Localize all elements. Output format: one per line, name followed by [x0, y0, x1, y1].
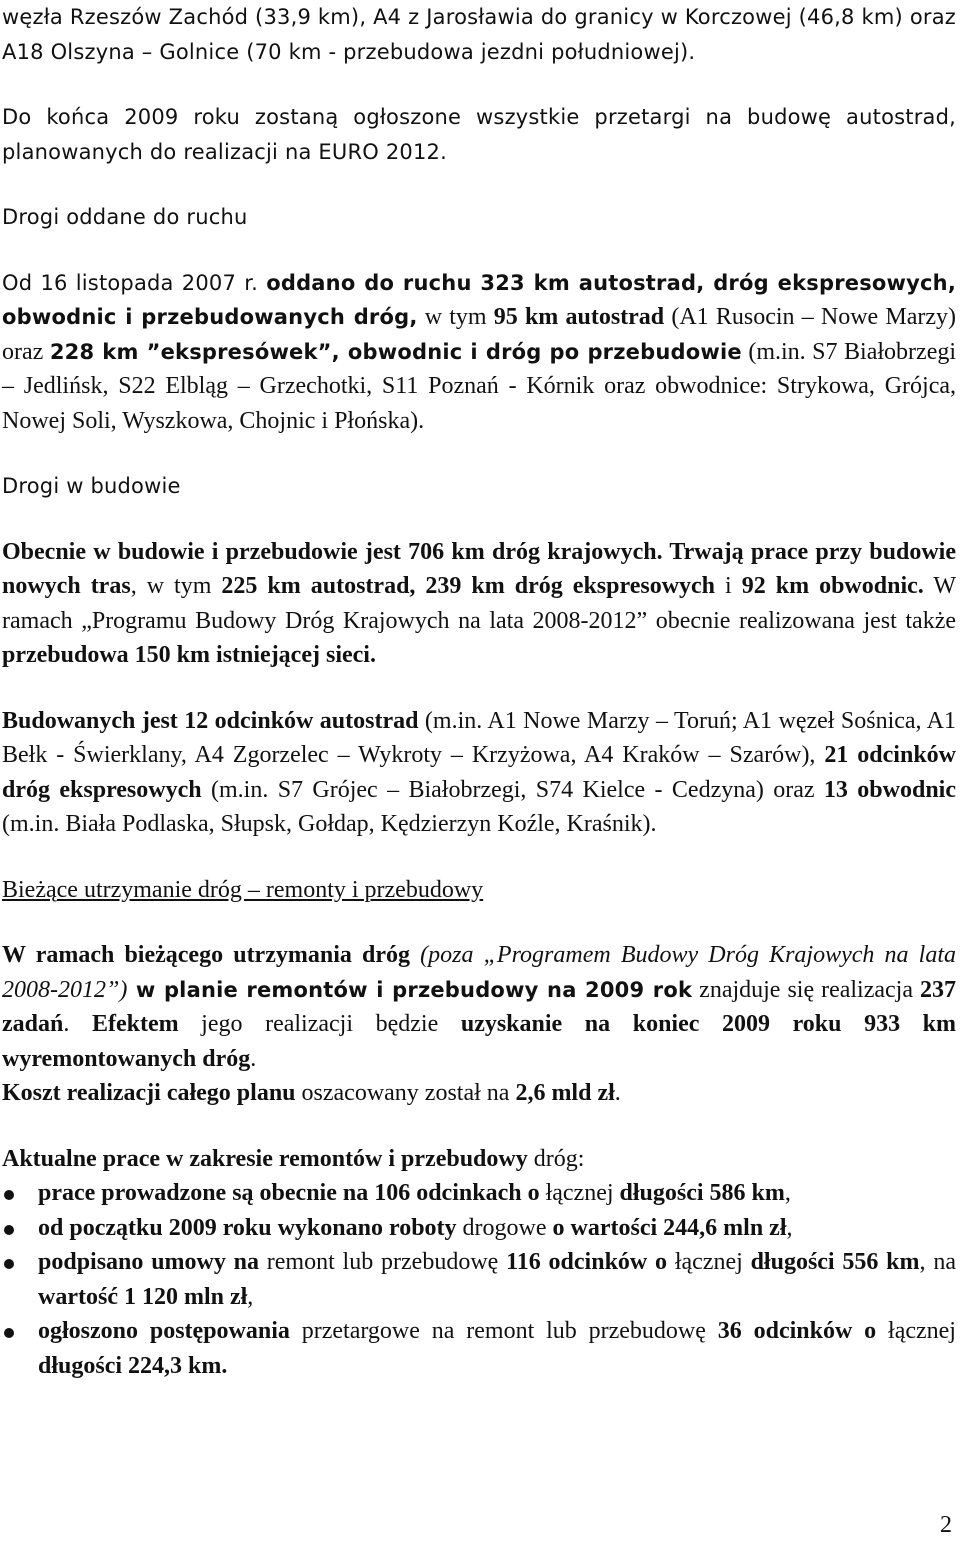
- maintenance-bold: W ramach bieżącego utrzymania dróg: [2, 942, 410, 968]
- opened-paragraph: [2, 266, 956, 439]
- tasks-bold: 237 zadań: [2, 976, 956, 1037]
- intro-paragraph: [2, 0, 956, 69]
- list-item: [2, 1245, 956, 1314]
- tenders-text: Do końca 2009 roku zostaną ogłoszone wszystkie przetargi na budowę autostrad, planowanych do realizacji na EURO 2012.: [2, 105, 956, 164]
- program-italic: (poza „Programem Budowy Dróg Krajowych na lata 2008-2012”): [2, 942, 956, 1003]
- plan-2009-bold: w planie remontów i przebudowy na 2009 rok: [127, 977, 693, 1002]
- text-run: (m.in. Biała Podlaska, Słupsk, Gołdap, Kędzierzyn Koźle, Kraśnik).: [2, 811, 657, 837]
- text-run: przetargowe na remont lub przebudowę: [289, 1318, 718, 1344]
- text-run: (A1 Rusocin – Nowe Marzy) oraz: [2, 304, 957, 365]
- document-page: [2, 0, 956, 1383]
- section-heading-opened: [2, 200, 956, 235]
- text-run: o wartości 244,6 mln zł: [552, 1214, 787, 1241]
- text-run: długości 586 km: [619, 1180, 785, 1206]
- cost-amount-bold: 2,6 mld zł: [515, 1080, 615, 1106]
- opened-summary-bold: oddano do ruchu 323 km autostrad, dróg ekspresowych, obwodnic i przebudowanych dróg,: [2, 270, 956, 329]
- intro-text: węzła Rzeszów Zachód (33,9 km), A4 z Jarosławia do granicy w Korczowej (46,8 km) oraz A18 Olszyna – Golnice (70 km - przebudowa jezdni południowej).: [2, 5, 956, 64]
- bullet-icon: [4, 1225, 14, 1235]
- result-bold: uzyskanie na koniec 2009 roku 933 km wyremontowanych dróg: [2, 1011, 957, 1072]
- text-run: długości 556 km: [750, 1249, 920, 1275]
- text-run: (m.in. S7 Białobrzegi – Jedlińsk, S22 Elbląg – Grzechotki, S11 Poznań - Kórnik oraz obwodnice: Strykowa, Grójca, Nowej Soli, Wyszkowa, Chojnic i Płońska).: [2, 338, 957, 434]
- text-run: łącznej: [876, 1318, 956, 1344]
- list-item: [2, 1176, 956, 1211]
- bypass-sections-bold: 13 obwodnic: [823, 776, 956, 803]
- list-item: [2, 1314, 956, 1383]
- tenders-paragraph: [2, 100, 956, 169]
- bullet-icon: [4, 1259, 14, 1269]
- effect-bold: Efektem: [91, 1011, 179, 1037]
- text-run: , na: [919, 1249, 956, 1275]
- text-run: , w tym: [130, 573, 222, 599]
- text-run: łącznej: [667, 1249, 751, 1275]
- text-run: podpisano umowy na: [38, 1249, 259, 1275]
- section-heading-building: [2, 469, 956, 504]
- text-run: (m.in. A1 Nowe Marzy – Toruń; A1 węzeł Sośnica, A1 Bełk - Świerklany, A4 Zgorzelec – Wykroty – Krzyżowa, A4 Kraków – Szarów),: [2, 707, 956, 768]
- section-heading-maintenance: [2, 873, 956, 908]
- text-run: od początku 2009 roku wykonano roboty: [38, 1214, 457, 1241]
- expressway-sections-bold: 21 odcinków dróg ekspresowych: [2, 742, 956, 803]
- heading-maintenance-text: Bieżące utrzymanie dróg – remonty i przebudowy: [2, 876, 484, 903]
- text-run: W ramach „Programu Budowy Dróg Krajowych na lata 2008-2012” obecnie realizowana jest także: [2, 573, 957, 634]
- heading-building-text: Drogi w budowie: [2, 474, 181, 498]
- list-item: [2, 1211, 956, 1246]
- motorways-bold: 95 km autostrad: [493, 304, 665, 330]
- current-works-bold: Aktualne prace w zakresie remontów i przebudowy: [2, 1145, 528, 1172]
- maintenance-paragraph: [2, 938, 956, 1076]
- reconstruction-bold: przebudowa 150 km istniejącej sieci.: [2, 642, 376, 668]
- text-run: (m.in. S7 Grójec – Białobrzegi, S74 Kielce - Cedzyna) oraz: [201, 776, 824, 803]
- bullet-icon: [4, 1190, 14, 1200]
- text-run: w tym: [417, 304, 494, 330]
- building-summary-bold: Obecnie w budowie i przebudowie jest 706 km dróg krajowych. Trwają prace przy budowie nowych tras: [2, 538, 956, 599]
- building-paragraph: [2, 535, 956, 673]
- text-run: długości 224,3 km.: [38, 1352, 228, 1379]
- text-run: 116 odcinków o: [506, 1249, 668, 1275]
- text-run: 36 odcinków o: [717, 1318, 877, 1344]
- text-run: i: [715, 573, 742, 599]
- text-run: dróg:: [527, 1145, 585, 1172]
- text-run: ,: [247, 1283, 254, 1310]
- opened-date-text: Od 16 listopada 2007 r.: [2, 270, 267, 295]
- text-run: ogłoszono postępowania: [38, 1318, 290, 1344]
- text-run: ,: [784, 1180, 791, 1206]
- text-run: remont lub przebudowę: [259, 1249, 507, 1275]
- text-run: ,: [786, 1214, 793, 1241]
- sections-paragraph: [2, 704, 956, 842]
- bullet-icon: [4, 1328, 14, 1338]
- cost-paragraph: [2, 1076, 956, 1111]
- text-run: łącznej: [539, 1180, 620, 1206]
- text-run: .: [63, 1011, 92, 1037]
- text-run: drogowe: [456, 1214, 553, 1241]
- building-motorways-bold: 225 km autostrad, 239 km dróg ekspresowych: [221, 573, 716, 599]
- current-works-list: [2, 1176, 956, 1383]
- page-number: 2: [940, 1512, 952, 1538]
- text-run: prace prowadzone są obecnie na 106 odcinkach o: [38, 1180, 540, 1206]
- heading-opened-text: Drogi oddane do ruchu: [2, 205, 248, 229]
- text-run: .: [614, 1080, 621, 1106]
- expressways-bold: 228 km ”ekspresówek”, obwodnic i dróg po przebudowie: [49, 339, 742, 364]
- current-works-paragraph: [2, 1142, 956, 1177]
- motorway-sections-bold: Budowanych jest 12 odcinków autostrad: [2, 707, 419, 734]
- cost-bold: Koszt realizacji całego planu: [2, 1080, 296, 1106]
- text-run: .: [250, 1045, 257, 1072]
- building-bypasses-bold: 92 km obwodnic.: [741, 573, 924, 599]
- text-run: oszacowany został na: [295, 1080, 516, 1106]
- text-run: jego realizacji będzie: [178, 1011, 461, 1037]
- text-run: wartość 1 120 mln zł: [38, 1283, 248, 1310]
- text-run: znajduje się realizacja: [692, 976, 920, 1003]
